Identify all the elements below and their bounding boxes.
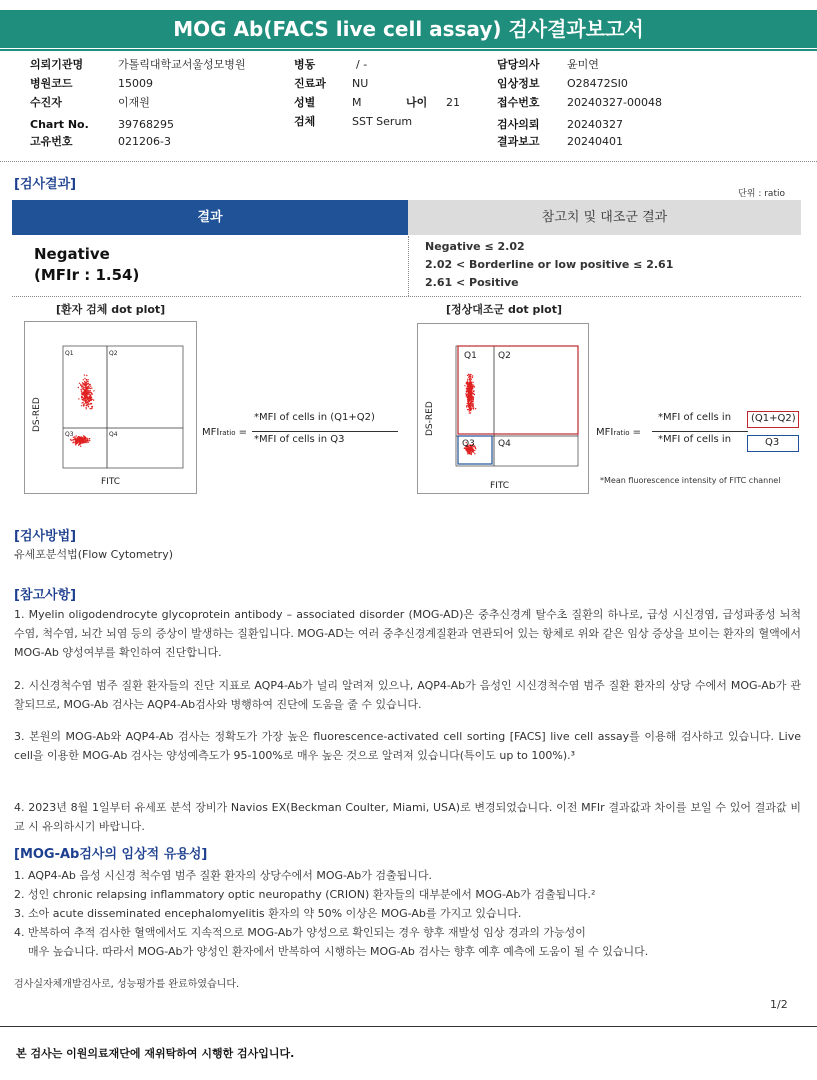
dot-point	[471, 452, 472, 453]
dot-point	[84, 399, 85, 400]
bottom-rule	[0, 1026, 817, 1027]
dot-point	[72, 439, 73, 440]
info-label: 병동	[294, 58, 316, 71]
dot-point	[470, 406, 471, 407]
dot-point	[469, 408, 470, 409]
performance-note: 검사실자체개발검사로, 성능평가를 완료하였습니다.	[14, 979, 240, 990]
patient-formula-numerator: *MFI of cells in (Q1+Q2)	[254, 412, 375, 423]
dot-point	[470, 404, 471, 405]
info-separator	[0, 161, 817, 162]
dot-point	[470, 378, 471, 379]
dot-point	[468, 409, 469, 410]
dot-point	[85, 441, 86, 442]
clinical-item-2: 2. 성인 chronic relapsing inflammatory optic neuropathy (CRION) 환자들의 대부분에서 MOG-Ab가 검출됩니다.²	[14, 888, 596, 901]
dot-point	[475, 408, 476, 409]
dot-point	[467, 379, 468, 380]
dot-point	[84, 393, 85, 394]
dot-point	[474, 450, 475, 451]
dot-point	[87, 396, 88, 397]
dot-point	[475, 448, 476, 449]
dot-point	[84, 381, 85, 382]
info-label: 검체	[294, 115, 316, 128]
unit-label: 단위 : ratio	[738, 189, 785, 199]
dot-point	[468, 375, 469, 376]
dot-point	[82, 387, 83, 388]
control-formula-prefix	[596, 427, 641, 438]
dot-point	[474, 453, 475, 454]
dot-point	[91, 400, 92, 401]
control-formula-line	[652, 431, 748, 432]
dot-point	[81, 396, 82, 397]
dot-point	[85, 394, 86, 395]
dot-point	[472, 396, 473, 397]
info-value: NU	[352, 77, 369, 90]
dot-point	[469, 400, 470, 401]
dot-point	[76, 441, 77, 442]
quadrant-label-q3: Q3	[65, 431, 74, 438]
control-numerator-box-text: (Q1+Q2)	[751, 413, 796, 424]
dot-point	[87, 441, 88, 442]
dot-point	[81, 390, 82, 391]
info-label: 병원코드	[30, 77, 73, 90]
dot-point	[84, 403, 85, 404]
dot-point	[86, 408, 87, 409]
x-axis-label: FITC	[101, 477, 121, 487]
dot-point	[470, 399, 471, 400]
patient-plot-svg	[25, 322, 196, 493]
dot-point	[89, 438, 90, 439]
dot-point	[84, 438, 85, 439]
info-value-age: 21	[446, 96, 460, 109]
dot-point	[92, 393, 93, 394]
result-column-header: 결과	[12, 200, 408, 235]
dot-point	[468, 387, 469, 388]
info-label-age: 나이	[406, 96, 428, 109]
reference-column-header: 참고치 및 대조군 결과	[408, 200, 801, 235]
info-col1	[30, 55, 290, 155]
dot-point	[86, 402, 87, 403]
dot-point	[468, 377, 469, 378]
info-value: 15009	[118, 77, 153, 90]
dot-point	[88, 379, 89, 380]
control-plot-svg	[418, 324, 588, 493]
dot-point	[88, 403, 89, 404]
info-value: / -	[356, 58, 368, 71]
dot-point	[473, 452, 474, 453]
dot-point	[472, 406, 473, 407]
dot-point	[90, 403, 91, 404]
dot-point	[472, 382, 473, 383]
report-title: MOG Ab(FACS live cell assay) 검사결과보고서	[0, 10, 817, 48]
dot-point	[469, 412, 470, 413]
control-plot-label: [정상대조군 dot plot]	[446, 303, 562, 316]
dot-point	[85, 390, 86, 391]
dot-point	[471, 383, 472, 384]
dot-point	[88, 398, 89, 399]
method-text: 유세포분석법(Flow Cytometry)	[14, 548, 174, 561]
dot-point	[74, 436, 75, 437]
dot-point	[469, 405, 470, 406]
dot-point	[465, 393, 466, 394]
dot-point	[88, 394, 89, 395]
dot-point	[472, 375, 473, 376]
info-value: 20240327-00048	[567, 96, 662, 109]
note-item-1: 1. Myelin oligodendrocyte glycoprotein antibody – associated disorder (MOG-AD)은 중추신경계 탈수초 질환의 하나로, 급성 시신경염, 급성파종성 뇌척수염, 척수염, 뇌간 뇌염 등의 증상이 발생하는 질환입니다. MOG-AD는 여러 중추신경계질환과 연관되어 있는 항체로 위와 같은 임상 증상을 보이는 환자의 혈액에서 MOG-Ab 양성여부를 확인하여 진단합니다.	[14, 608, 801, 659]
dot-point	[75, 442, 76, 443]
dot-point	[472, 401, 473, 402]
dot-point	[472, 397, 473, 398]
dot-point	[78, 436, 79, 437]
dot-point	[78, 387, 79, 388]
dot-point	[71, 440, 72, 441]
dot-point	[473, 408, 474, 409]
dot-point	[79, 437, 80, 438]
result-mfir: (MFIr : 1.54)	[34, 266, 140, 284]
dot-point	[464, 385, 465, 386]
dot-point	[85, 407, 86, 408]
control-dot-plot	[417, 323, 589, 494]
info-value: O28472SI0	[567, 77, 628, 90]
dot-point	[91, 408, 92, 409]
quadrant-label-q2: Q2	[109, 350, 118, 357]
info-col3	[497, 55, 797, 155]
dot-point	[86, 394, 87, 395]
dot-point	[472, 377, 473, 378]
dot-point	[87, 405, 88, 406]
info-value: 39768295	[118, 118, 174, 131]
dot-point	[90, 394, 91, 395]
dot-point	[467, 453, 468, 454]
quadrant-label-q4: Q4	[498, 439, 511, 449]
dot-point	[467, 409, 468, 410]
dot-point	[473, 390, 474, 391]
dot-point	[469, 380, 470, 381]
clinical-list	[14, 866, 804, 961]
quadrant-label-q4: Q4	[109, 431, 118, 438]
dot-point	[86, 405, 87, 406]
dot-point	[467, 396, 468, 397]
dot-point	[474, 386, 475, 387]
mfi-footnote: *Mean fluorescence intensity of FITC channel	[600, 476, 781, 485]
info-label: Chart No.	[30, 118, 89, 131]
result-value	[34, 244, 139, 286]
dot-point	[80, 442, 81, 443]
dot-point	[86, 440, 87, 441]
dot-point	[90, 388, 91, 389]
x-axis-label: FITC	[490, 481, 510, 491]
dot-point	[473, 393, 474, 394]
dot-point	[81, 405, 82, 406]
dot-point	[85, 382, 86, 383]
reference-positive: 2.61 < Positive	[425, 276, 519, 289]
info-label: 고유번호	[30, 135, 73, 148]
info-label: 의뢰기관명	[30, 58, 84, 71]
info-value: 20240327	[567, 118, 623, 131]
dot-point	[466, 382, 467, 383]
dot-point	[79, 383, 80, 384]
dot-point	[470, 383, 471, 384]
dot-point	[82, 388, 83, 389]
dot-point	[85, 397, 86, 398]
dot-point	[467, 375, 468, 376]
clinical-item-4-cont: 매우 높습니다. 따라서 MOG-Ab가 양성인 환자에서 반복하여 시행하는 MOG-Ab 검사는 향후 예후 예측에 도움이 될 수 있습니다.	[14, 945, 649, 958]
info-value: SST Serum	[352, 115, 413, 128]
reference-borderline: 2.02 < Borderline or low positive ≤ 2.61	[425, 258, 674, 271]
dot-point	[82, 393, 83, 394]
dot-point	[83, 379, 84, 380]
patient-formula-line	[252, 431, 398, 432]
clinical-item-1: 1. AQP4-Ab 음성 시신경 척수염 범주 질환 환자의 상당수에서 MOG-Ab가 검출됩니다.	[14, 869, 432, 882]
formula-eq: =	[632, 427, 642, 438]
title-underline	[0, 49, 817, 51]
result-divider	[408, 236, 409, 296]
result-separator	[12, 296, 801, 297]
dot-point	[80, 446, 81, 447]
dot-point	[84, 378, 85, 379]
dot-point	[75, 438, 76, 439]
dot-point	[85, 400, 86, 401]
dot-point	[89, 387, 90, 388]
control-formula-numerator: *MFI of cells in	[658, 412, 732, 423]
dot-point	[86, 380, 87, 381]
patient-plot-label: [환자 검체 dot plot]	[56, 303, 166, 316]
dot-point	[93, 399, 94, 400]
info-value: 이재원	[118, 96, 150, 109]
patient-formula-denominator: *MFI of cells in Q3	[254, 434, 345, 445]
patient-dot-plot	[24, 321, 197, 494]
info-label: 담당의사	[497, 58, 540, 71]
dot-point	[472, 385, 473, 386]
note-item-2: 2. 시신경척수염 범주 질환 환자들의 진단 지표로 AQP4-Ab가 널리 알려져 있으나, AQP4-Ab가 음성인 시신경척수염 범주 질환 환자의 상당 수에서 MOG-Ab가 관찰되므로, MOG-Ab 검사는 AQP4-Ab검사와 병행하여 진단에 도움을 줄 수 있습니다.	[14, 679, 801, 711]
dot-point	[470, 412, 471, 413]
dot-point	[471, 389, 472, 390]
info-label: 진료과	[294, 77, 326, 90]
formula-eq: =	[238, 427, 248, 438]
dot-point	[89, 400, 90, 401]
dot-point	[87, 398, 88, 399]
dot-point	[468, 404, 469, 405]
outsourcing-notice: 본 검사는 이원의료재단에 재위탁하여 시행한 검사입니다.	[16, 1047, 295, 1060]
dot-point	[466, 395, 467, 396]
clinical-item-3: 3. 소아 acute disseminated encephalomyelitis 환자의 약 50% 이상은 MOG-Ab를 가지고 있습니다.	[14, 907, 522, 920]
dot-point	[469, 396, 470, 397]
info-value: M	[352, 96, 362, 109]
formula-mfi: MFI	[202, 427, 220, 438]
info-label: 검사의뢰	[497, 118, 540, 131]
dot-point	[469, 451, 470, 452]
dot-point	[80, 385, 81, 386]
dot-point	[86, 387, 87, 388]
dot-point	[467, 380, 468, 381]
dot-point	[468, 391, 469, 392]
quadrant-label-q1: Q1	[65, 350, 74, 357]
dot-point	[90, 386, 91, 387]
result-heading: [검사결과]	[14, 177, 77, 192]
dot-point	[466, 450, 467, 451]
y-axis-label: DS-RED	[32, 397, 42, 432]
dot-point	[81, 399, 82, 400]
dot-point	[89, 396, 90, 397]
y-axis-label: DS-RED	[425, 401, 435, 436]
notes-heading: [참고사항]	[14, 588, 77, 603]
control-denominator-box-text: Q3	[765, 437, 780, 448]
dot-point	[84, 396, 85, 397]
clinical-item-4: 4. 반복하여 추적 검사한 혈액에서도 지속적으로 MOG-Ab가 양성으로 확인되는 경우 향후 재발성 임상 경과의 가능성이	[14, 926, 586, 939]
dot-point	[468, 388, 469, 389]
dot-point	[80, 389, 81, 390]
dot-point	[472, 450, 473, 451]
info-label: 수진자	[30, 96, 62, 109]
quadrant-label-q2: Q2	[498, 351, 511, 361]
dot-point	[76, 439, 77, 440]
dot-point	[87, 383, 88, 384]
dot-point	[469, 384, 470, 385]
dot-point	[470, 391, 471, 392]
dot-point	[76, 443, 77, 444]
dot-point	[78, 444, 79, 445]
dot-point	[470, 394, 471, 395]
dot-point	[468, 383, 469, 384]
dot-point	[83, 383, 84, 384]
plot-frame	[63, 346, 183, 468]
dot-point	[472, 404, 473, 405]
quadrant-label-q1: Q1	[464, 351, 477, 361]
dot-point	[89, 384, 90, 385]
dot-point	[467, 384, 468, 385]
info-value: 윤미연	[567, 58, 599, 71]
dot-point	[82, 402, 83, 403]
dot-point	[472, 403, 473, 404]
formula-mfi: MFI	[596, 427, 614, 438]
dot-point	[88, 390, 89, 391]
patient-points	[70, 374, 95, 447]
dot-point	[86, 375, 87, 376]
dot-point	[85, 437, 86, 438]
dot-point	[83, 440, 84, 441]
reference-negative: Negative ≤ 2.02	[425, 240, 525, 253]
dot-point	[471, 454, 472, 455]
dot-point	[466, 389, 467, 390]
info-value: 021206-3	[118, 135, 171, 148]
info-label: 임상정보	[497, 77, 540, 90]
dot-point	[89, 440, 90, 441]
dot-point	[470, 374, 471, 375]
dot-point	[84, 374, 85, 375]
result-status: Negative	[34, 245, 110, 263]
dot-point	[86, 438, 87, 439]
dot-point	[93, 390, 94, 391]
dot-point	[471, 409, 472, 410]
dot-point	[82, 384, 83, 385]
dot-point	[83, 436, 84, 437]
clinical-heading: [MOG-Ab검사의 임상적 유용성]	[14, 847, 208, 862]
dot-point	[470, 381, 471, 382]
dot-point	[88, 392, 89, 393]
dot-point	[91, 406, 92, 407]
dot-point	[90, 392, 91, 393]
info-col2	[294, 55, 494, 155]
info-value: 20240401	[567, 135, 623, 148]
dot-point	[467, 402, 468, 403]
info-value: 가톨릭대학교서울성모병원	[118, 58, 246, 71]
dot-point	[77, 438, 78, 439]
dot-point	[84, 439, 85, 440]
note-item-4: 4. 2023년 8월 1일부터 유세포 분석 장비가 Navios EX(Beckman Coulter, Miami, USA)로 변경되었습니다. 이전 MFIr 결과값과 차이를 보일 수 있어 결과값 비교 시 유의하시기 바랍니다.	[14, 801, 801, 833]
dot-point	[86, 379, 87, 380]
info-label: 성별	[294, 96, 316, 109]
info-label: 결과보고	[497, 135, 540, 148]
method-heading: [검사방법]	[14, 529, 77, 544]
dot-point	[75, 444, 76, 445]
dot-point	[470, 375, 471, 376]
dot-point	[79, 439, 80, 440]
dot-point	[467, 403, 468, 404]
dot-point	[76, 435, 77, 436]
dot-point	[471, 386, 472, 387]
dot-point	[80, 439, 81, 440]
dot-point	[473, 385, 474, 386]
note-item-3: 3. 본원의 MOG-Ab와 AQP4-Ab 검사는 정확도가 가장 높은 fluorescence-activated cell sorting [FACS] live cell assay를 이용해 검사하고 있습니다. Live cell을 이용한 MOG-Ab 검사는 양성예측도가 95-100%로 매우 높은 것으로 알려져 있습니다(특이도 up to 100%).³	[14, 730, 801, 762]
page-number: 1/2	[770, 998, 788, 1011]
info-label: 접수번호	[497, 96, 540, 109]
dot-point	[466, 406, 467, 407]
dot-point	[81, 386, 82, 387]
dot-point	[466, 388, 467, 389]
control-formula-denominator: *MFI of cells in	[658, 434, 732, 445]
reference-ranges	[425, 238, 673, 292]
formula-sub: ratio	[219, 429, 236, 437]
formula-sub: ratio	[613, 429, 630, 437]
dot-point	[78, 398, 79, 399]
dot-point	[73, 439, 74, 440]
dot-point	[80, 443, 81, 444]
dot-point	[85, 392, 86, 393]
dot-point	[72, 442, 73, 443]
patient-formula-prefix	[202, 427, 247, 438]
dot-point	[84, 384, 85, 385]
quadrant-label-q3: Q3	[462, 439, 475, 449]
dot-point	[469, 378, 470, 379]
dot-point	[82, 442, 83, 443]
